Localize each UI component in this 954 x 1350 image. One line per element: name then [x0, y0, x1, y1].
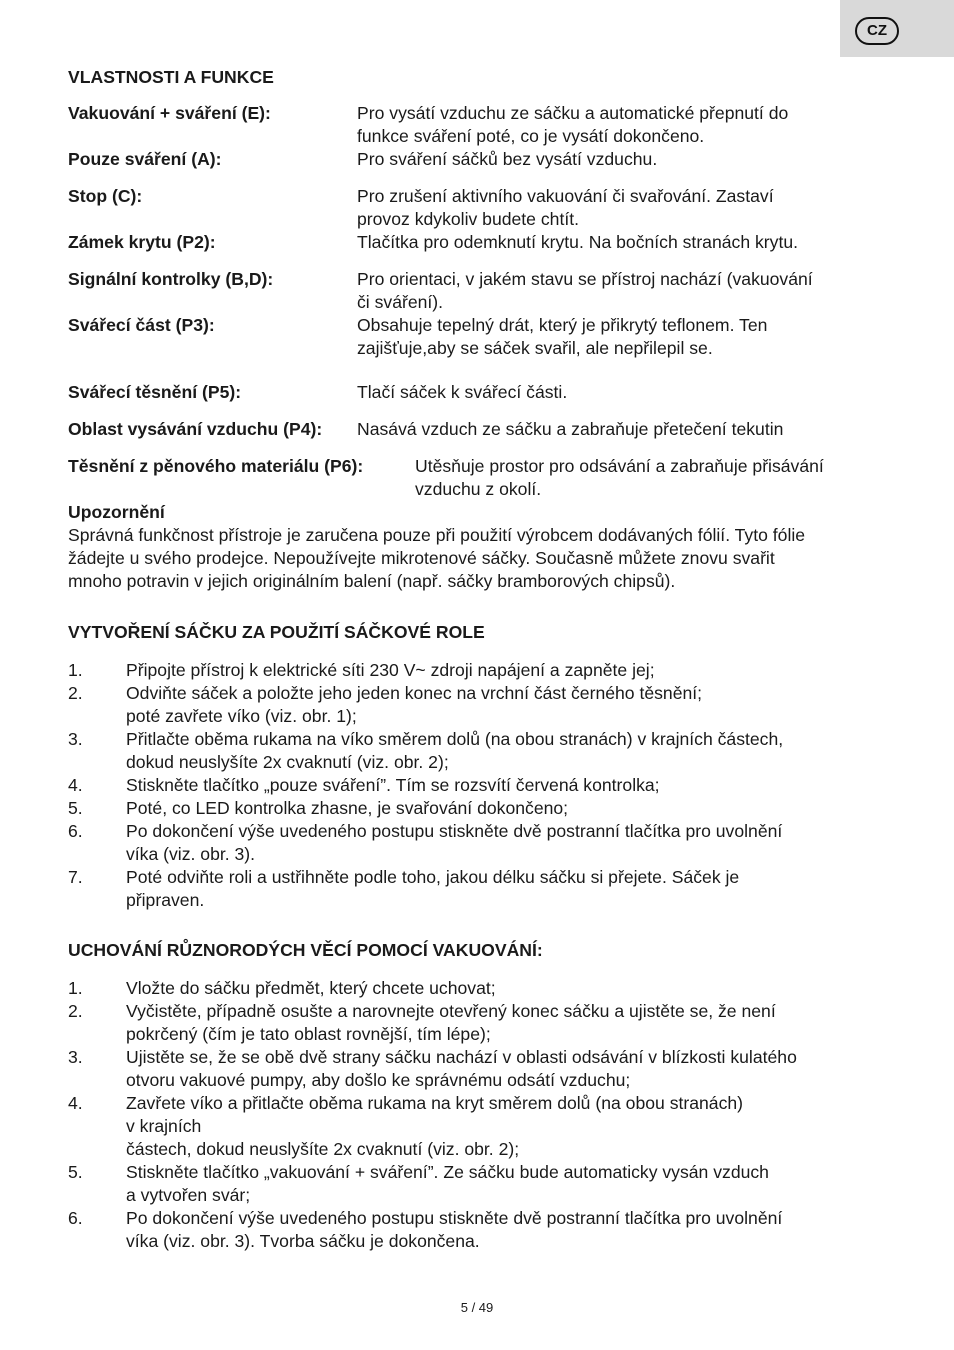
text-line: dokud neuslyšíte 2x cvaknutí (viz. obr. 2);	[126, 752, 449, 772]
text-line: Vyčistěte, případně osušte a narovnejte otevřený konec sáčku a ujistěte se, že není	[126, 1001, 776, 1021]
text-line: a vytvořen svár;	[126, 1185, 251, 1205]
list-item	[68, 1046, 888, 1092]
text-line: zajišťuje,aby se sáček svařil, ale nepřilepil se.	[357, 338, 713, 358]
list-number: 2.	[68, 683, 83, 703]
list-text	[126, 820, 888, 866]
list-item	[68, 1000, 888, 1046]
list-number: 2.	[68, 1001, 83, 1021]
definition-row	[68, 148, 888, 171]
definition-row	[68, 314, 888, 360]
list-text	[126, 728, 888, 774]
page-content	[68, 66, 888, 1253]
text-line: provoz kdykoliv budete chtít.	[357, 209, 579, 229]
list-number: 1.	[68, 978, 83, 998]
definition-row	[68, 418, 888, 441]
list-number: 6.	[68, 1208, 83, 1228]
list-item	[68, 797, 888, 820]
list-number: 5.	[68, 1162, 83, 1182]
text-line: otvoru vakuové pumpy, aby došlo ke správnému odsátí vzduchu;	[126, 1070, 631, 1090]
definition-row	[68, 185, 888, 231]
text-line: víka (viz. obr. 3).	[126, 844, 256, 864]
definition-term: Těsnění z pěnového materiálu (P6):	[68, 456, 364, 476]
list-text	[126, 774, 888, 797]
section-heading-vacuum-storage: UCHOVÁNÍ RŮZNORODÝCH VĚCÍ POMOCÍ VAKUOVÁNÍ:	[68, 940, 543, 960]
bag-roll-steps	[68, 659, 888, 912]
definition-term: Pouze sváření (A):	[68, 149, 222, 169]
list-item	[68, 1207, 888, 1253]
list-item	[68, 866, 888, 912]
text-line: poté zavřete víko (viz. obr. 1);	[126, 706, 357, 726]
list-item	[68, 728, 888, 774]
list-number: 7.	[68, 867, 83, 887]
definition-term: Stop (C):	[68, 186, 143, 206]
section-heading-bag-roll: VYTVOŘENÍ SÁČKU ZA POUŽITÍ SÁČKOVÉ ROLE	[68, 622, 485, 642]
list-item	[68, 977, 888, 1000]
text-line: Zavřete víko a přitlačte oběma rukama na kryt směrem dolů (na obou stranách)	[126, 1093, 744, 1113]
text-line: víka (viz. obr. 3). Tvorba sáčku je dokončena.	[126, 1231, 480, 1251]
text-line: Poté odviňte roli a ustřihněte podle toho, jakou délku sáčku si přejete. Sáček je	[126, 867, 740, 887]
definition-description	[357, 148, 888, 171]
definition-description	[357, 314, 888, 360]
definition-term: Vakuování + sváření (E):	[68, 103, 271, 123]
list-text	[126, 1092, 888, 1161]
text-line: Obsahuje tepelný drát, který je přikrytý teflonem. Ten	[357, 315, 768, 335]
text-line: či sváření).	[357, 292, 444, 312]
text-line: Stiskněte tlačítko „pouze sváření”. Tím se rozsvítí červená kontrolka;	[126, 775, 660, 795]
list-text	[126, 1000, 888, 1046]
text-line: Pro sváření sáčků bez vysátí vzduchu.	[357, 149, 658, 169]
list-text	[126, 977, 888, 1000]
definition-description	[415, 455, 888, 501]
list-number: 6.	[68, 821, 83, 841]
list-number: 1.	[68, 660, 83, 680]
text-line: pokrčený (čím je tato oblast rovnější, tím lépe);	[126, 1024, 491, 1044]
definition-row	[68, 455, 888, 501]
definition-description	[357, 102, 888, 148]
text-line: Tlačítka pro odemknutí krytu. Na bočních stranách krytu.	[357, 232, 799, 252]
text-line: Po dokončení výše uvedeného postupu stiskněte dvě postranní tlačítka pro uvolnění	[126, 821, 783, 841]
list-number: 4.	[68, 775, 83, 795]
definition-term: Oblast vysávání vzduchu (P4):	[68, 419, 323, 439]
list-item	[68, 1161, 888, 1207]
list-text	[126, 866, 888, 912]
list-number: 3.	[68, 1047, 83, 1067]
definition-row	[68, 268, 888, 314]
text-line: připraven.	[126, 890, 205, 910]
definition-description	[357, 231, 888, 254]
text-line: Utěsňuje prostor pro odsávání a zabraňuje přisávání	[415, 456, 824, 476]
definition-term: Svářecí těsnění (P5):	[68, 382, 242, 402]
text-line: Nasává vzduch ze sáčku a zabraňuje přetečení tekutin	[357, 419, 784, 439]
text-line: částech, dokud neuslyšíte 2x cvaknutí (viz. obr. 2);	[126, 1139, 520, 1159]
list-item	[68, 682, 888, 728]
list-number: 4.	[68, 1093, 83, 1113]
section-heading-features: VLASTNOSTI A FUNKCE	[68, 67, 274, 87]
list-text	[126, 1161, 888, 1207]
list-text	[126, 797, 888, 820]
text-line: Pro zrušení aktivního vakuování či svařování. Zastaví	[357, 186, 774, 206]
vacuum-storage-steps	[68, 977, 888, 1253]
text-line: Přitlačte oběma rukama na víko směrem dolů (na obou stranách) v krajních částech,	[126, 729, 784, 749]
text-line: vzduchu z okolí.	[415, 479, 542, 499]
list-item	[68, 820, 888, 866]
text-line: Vložte do sáčku předmět, který chcete uchovat;	[126, 978, 496, 998]
text-line: Správná funkčnost přístroje je zaručena pouze při použití výrobcem dodávaných fólií. Tyto fólie	[68, 525, 806, 545]
list-item	[68, 659, 888, 682]
text-line: Připojte přístroj k elektrické síti 230 V~ zdroji napájení a zapněte jej;	[126, 660, 655, 680]
definition-row	[68, 231, 888, 254]
language-badge: CZ	[855, 17, 899, 45]
text-line: Poté, co LED kontrolka zhasne, je svařování dokončeno;	[126, 798, 569, 818]
text-line: Po dokončení výše uvedeného postupu stiskněte dvě postranní tlačítka pro uvolnění	[126, 1208, 783, 1228]
list-text	[126, 659, 888, 682]
text-line: Pro vysátí vzduchu ze sáčku a automatické přepnutí do	[357, 103, 789, 123]
list-item	[68, 1092, 888, 1161]
list-number: 5.	[68, 798, 83, 818]
definition-description	[357, 268, 888, 314]
definition-row	[68, 381, 888, 404]
text-line: žádejte u svého prodejce. Nepoužívejte mikrotenové sáčky. Současně můžete znovu svařit	[68, 548, 775, 568]
list-text	[126, 1046, 888, 1092]
warning-title: Upozornění	[68, 502, 165, 522]
text-line: Ujistěte se, že se obě dvě strany sáčku nachází v oblasti odsávání v blízkosti kulatého	[126, 1047, 797, 1067]
page-number: 5 / 49	[460, 1300, 494, 1315]
list-text	[126, 682, 888, 728]
definition-row	[68, 102, 888, 148]
definition-description	[357, 418, 888, 441]
features-definition-list	[68, 102, 888, 501]
text-line: Pro orientaci, v jakém stavu se přístroj nachází (vakuování	[357, 269, 813, 289]
language-tab	[840, 0, 954, 57]
list-text	[126, 1207, 888, 1253]
definition-description	[357, 185, 888, 231]
warning-text	[68, 524, 888, 593]
list-number: 3.	[68, 729, 83, 749]
definition-term: Signální kontrolky (B,D):	[68, 269, 274, 289]
text-line: v krajních	[126, 1116, 202, 1136]
definition-term: Zámek krytu (P2):	[68, 232, 216, 252]
text-line: funkce sváření poté, co je vysátí dokončeno.	[357, 126, 705, 146]
text-line: Stiskněte tlačítko „vakuování + sváření”. Ze sáčku bude automaticky vysán vzduch	[126, 1162, 769, 1182]
list-item	[68, 774, 888, 797]
text-line: mnoho potravin v jejich originálním balení (např. sáčky bramborových chipsů).	[68, 571, 676, 591]
definition-description	[357, 381, 888, 404]
text-line: Tlačí sáček k svářecí části.	[357, 382, 568, 402]
text-line: Odviňte sáček a položte jeho jeden konec na vrchní část černého těsnění;	[126, 683, 703, 703]
definition-term: Svářecí část (P3):	[68, 315, 215, 335]
